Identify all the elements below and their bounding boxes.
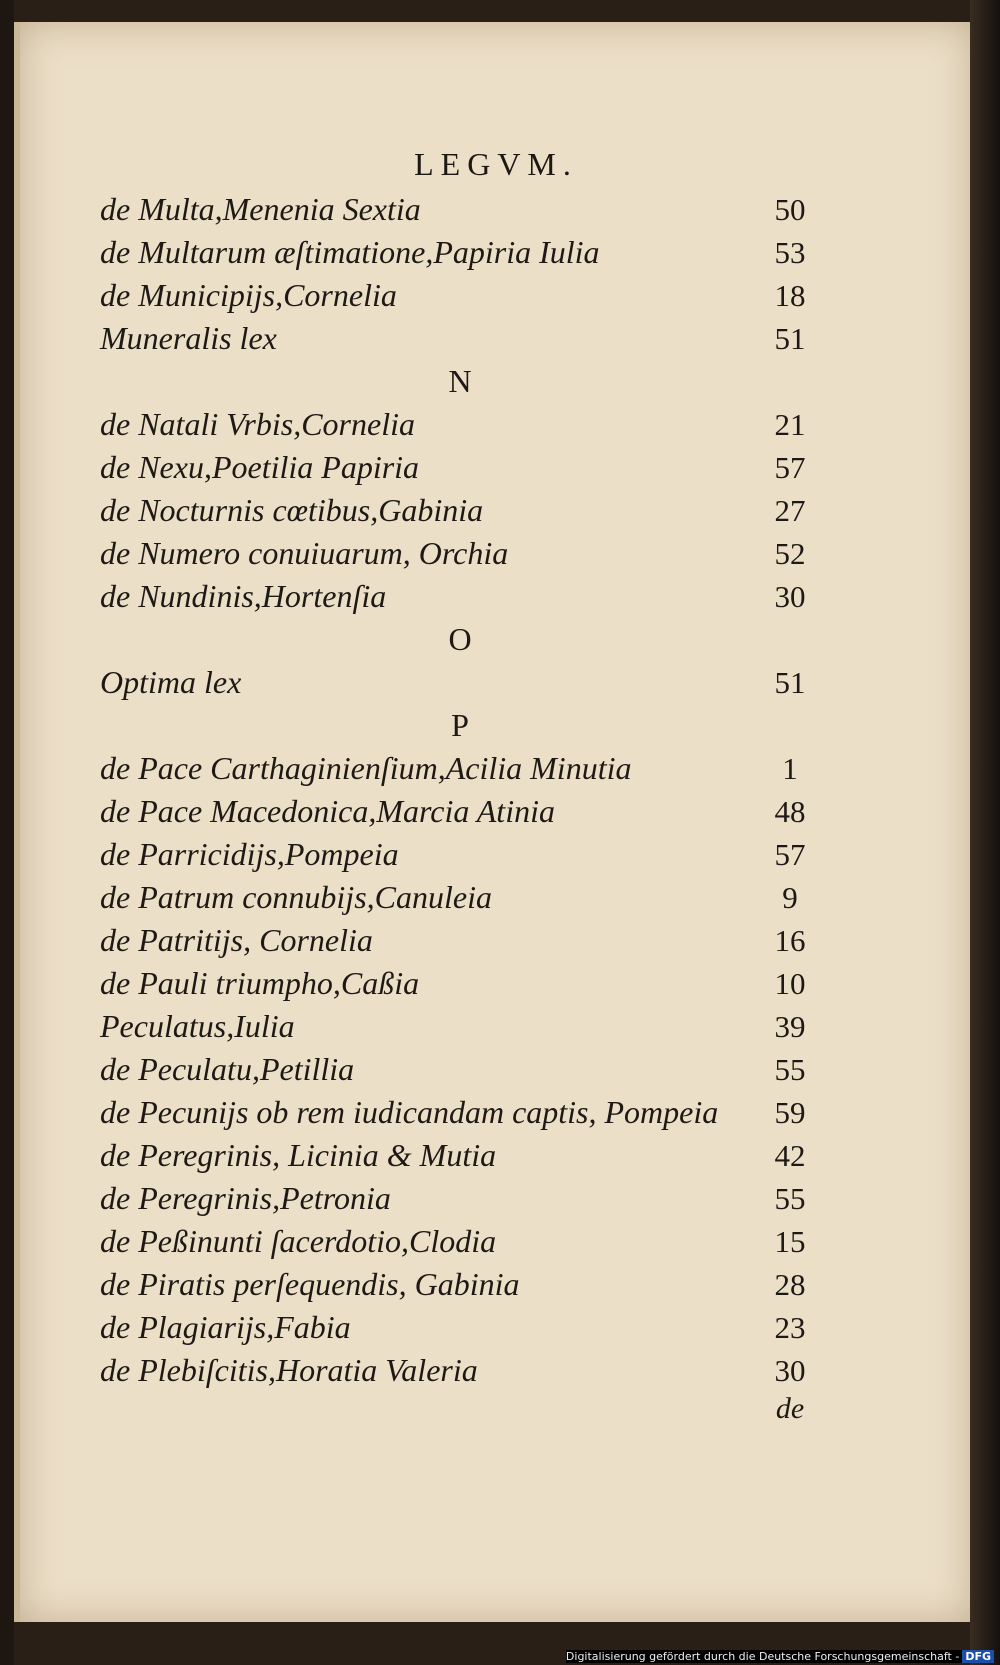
entry-label: de Peregrinis, Licinia & Mutia xyxy=(100,1137,497,1173)
running-header: LEGVM. xyxy=(414,146,578,182)
index-entry xyxy=(100,1091,820,1134)
entry-page-number: 15 xyxy=(774,1224,806,1259)
index-entry xyxy=(100,833,820,876)
entry-page-number: 30 xyxy=(774,579,806,614)
index-entry xyxy=(100,317,820,360)
index-entry xyxy=(100,790,820,833)
entry-label: Peculatus,Iulia xyxy=(100,1008,295,1044)
catchword: de xyxy=(775,1392,805,1425)
index-entry xyxy=(100,919,820,962)
entry-label: de Pecunijs ob rem iudicandam captis, Pompeia xyxy=(100,1094,719,1130)
index-list xyxy=(100,188,820,1435)
entry-label: de Pace Carthaginienſium,Acilia Minutia xyxy=(100,750,632,786)
index-entry xyxy=(100,962,820,1005)
entry-label: de Peßinunti ſacerdotio,Clodia xyxy=(100,1223,497,1259)
entry-label: de Nexu,Poetilia Papiria xyxy=(100,449,420,485)
entry-page-number: 18 xyxy=(774,278,806,313)
index-entry xyxy=(100,188,820,231)
entry-page-number: 1 xyxy=(782,751,798,786)
entry-label: de Natali Vrbis,Cornelia xyxy=(100,406,415,442)
index-entry xyxy=(100,747,820,790)
entry-label: Muneralis lex xyxy=(100,320,277,356)
index-entry xyxy=(100,1263,820,1306)
entry-page-number: 52 xyxy=(774,536,806,571)
index-entry xyxy=(100,1005,820,1048)
index-entry xyxy=(100,575,820,618)
index-entry xyxy=(100,274,820,317)
entry-page-number: 42 xyxy=(774,1138,806,1173)
entry-label: de Multarum æſtimatione,Papiria Iulia xyxy=(100,234,600,270)
entry-label: de Patritijs, Cornelia xyxy=(100,922,373,958)
entry-label: de Plebiſcitis,Horatia Valeria xyxy=(100,1352,478,1388)
credit-text: Digitalisierung gefördert durch die Deutsche Forschungsgemeinschaft - xyxy=(565,1650,960,1663)
entry-page-number: 9 xyxy=(782,880,798,915)
page-left-edge xyxy=(0,0,14,1665)
entry-label: de Peregrinis,Petronia xyxy=(100,1180,391,1216)
entry-page-number: 28 xyxy=(774,1267,806,1302)
entry-page-number: 53 xyxy=(774,235,806,270)
entry-page-number: 55 xyxy=(774,1181,806,1216)
section-letter: N xyxy=(448,363,472,399)
entry-label: de Parricidijs,Pompeia xyxy=(100,836,399,872)
index-entry xyxy=(100,489,820,532)
entry-label: de Nocturnis cœtibus,Gabinia xyxy=(100,492,484,528)
entry-label: de Nundinis,Hortenſia xyxy=(100,578,387,614)
page-right-edge xyxy=(970,0,1000,1665)
entry-label: de Plagiarijs,Fabia xyxy=(100,1309,351,1345)
index-entry xyxy=(100,231,820,274)
entry-page-number: 30 xyxy=(774,1353,806,1388)
entry-label: de Patrum connubijs,Canuleia xyxy=(100,879,492,915)
index-entry xyxy=(100,1349,820,1392)
entry-page-number: 39 xyxy=(774,1009,806,1044)
entry-page-number: 10 xyxy=(774,966,806,1001)
entry-page-number: 21 xyxy=(774,407,806,442)
index-entry xyxy=(100,532,820,575)
entry-page-number: 48 xyxy=(774,794,806,829)
catchword-row xyxy=(100,1392,820,1435)
book-page xyxy=(14,22,972,1622)
entry-page-number: 57 xyxy=(774,837,806,872)
index-entry xyxy=(100,1306,820,1349)
index-entry xyxy=(100,1177,820,1220)
entry-label: de Numero conuiuarum, Orchia xyxy=(100,535,509,571)
entry-label: de Pace Macedonica,Marcia Atinia xyxy=(100,793,555,829)
entry-label: de Pauli triumpho,Caßia xyxy=(100,965,420,1001)
dfg-logo: DFG xyxy=(962,1650,994,1663)
entry-page-number: 55 xyxy=(774,1052,806,1087)
entry-label: Optima lex xyxy=(100,664,242,700)
entry-label: de Multa,Menenia Sextia xyxy=(100,191,421,227)
index-entry xyxy=(100,1048,820,1091)
index-entry xyxy=(100,661,820,704)
entry-page-number: 57 xyxy=(774,450,806,485)
section-letter: P xyxy=(451,707,469,743)
index-entry xyxy=(100,446,820,489)
digitization-credit xyxy=(566,1650,994,1663)
entry-page-number: 51 xyxy=(774,321,806,356)
entry-page-number: 50 xyxy=(774,192,806,227)
index-entry xyxy=(100,1220,820,1263)
index-entry xyxy=(100,1134,820,1177)
index-entry xyxy=(100,403,820,446)
entry-page-number: 23 xyxy=(774,1310,806,1345)
entry-page-number: 27 xyxy=(774,493,806,528)
entry-page-number: 16 xyxy=(774,923,806,958)
entry-label: de Peculatu,Petillia xyxy=(100,1051,355,1087)
entry-label: de Municipijs,Cornelia xyxy=(100,277,397,313)
entry-label: de Piratis perſequendis, Gabinia xyxy=(100,1266,520,1302)
section-letter: O xyxy=(448,621,472,657)
entry-page-number: 59 xyxy=(774,1095,806,1130)
index-entry xyxy=(100,876,820,919)
entry-page-number: 51 xyxy=(774,665,806,700)
